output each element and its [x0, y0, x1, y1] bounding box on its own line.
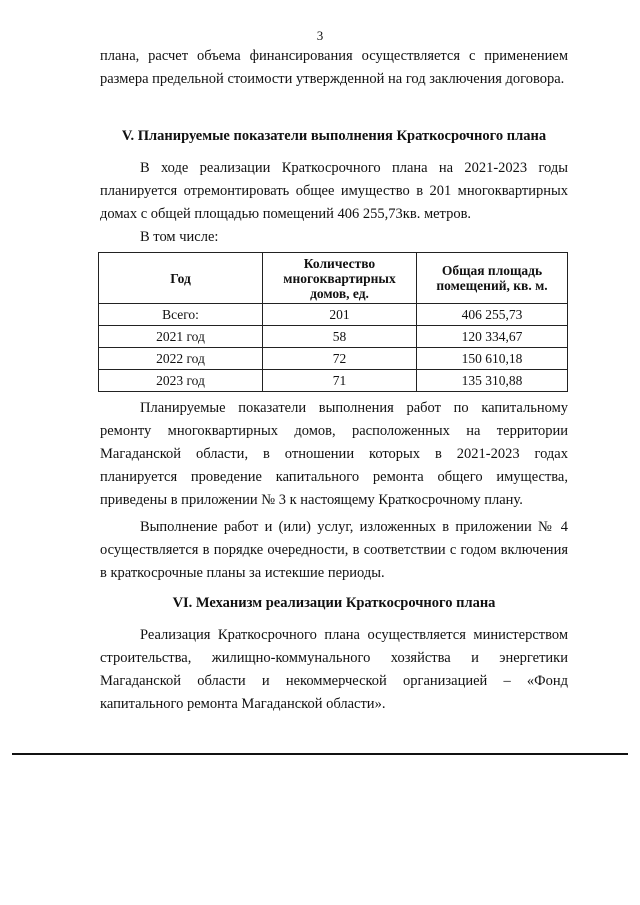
table-cell-count: 71	[263, 370, 417, 392]
section-5-heading: V. Планируемые показатели выполнения Краткосрочного плана	[121, 128, 547, 144]
table-header-year: Год	[99, 253, 263, 304]
table-header-area: Общая площадь помещений, кв. м.	[417, 253, 568, 304]
table-cell-area: 120 334,67	[417, 326, 568, 348]
section-5-paragraph-2: В том числе:	[140, 229, 219, 245]
footer-rule	[12, 753, 628, 755]
page-number: 3	[316, 28, 324, 43]
table-cell-year: 2021 год	[99, 326, 263, 348]
intro-paragraph: плана, расчет объема финансирования осуществляется с применением размера предельной стоимости утвержденной на год заключения договора.	[100, 48, 568, 87]
section-6-paragraph-1: Реализация Краткосрочного плана осуществляется министерством строительства, жилищно-коммунального хозяйства и энергетики Магаданской области и некоммерческой организацией – «Фонд капитального ремонта Магаданской области».	[100, 627, 568, 712]
table-header-count: Количество многоквартирных домов, ед.	[263, 253, 417, 304]
intro-paragraph-block	[100, 45, 568, 91]
table-cell-year: Всего:	[99, 304, 263, 326]
section-5-paragraph-4: Выполнение работ и (или) услуг, изложенных в приложении № 4 осуществляется в порядке очередности, в соответствии с годом включения в краткосрочные планы за истекшие периоды.	[100, 519, 568, 581]
table-header-row	[99, 253, 568, 304]
table-cell-area: 406 255,73	[417, 304, 568, 326]
section-5-paragraph-3: Планируемые показатели выполнения работ по капитальному ремонту многоквартирных домов, расположенных на территории Магаданской области, в отношении которых в 2021-2023 годах планируется проведение капитального ремонта общего имущества, приведены в приложении № 3 к настоящему Краткосрочному плану.	[100, 400, 568, 508]
section-5-intro-block	[100, 157, 568, 249]
table-cell-count: 72	[263, 348, 417, 370]
stats-table	[98, 252, 568, 392]
table-cell-count: 58	[263, 326, 417, 348]
table-cell-year: 2022 год	[99, 348, 263, 370]
table-cell-year: 2023 год	[99, 370, 263, 392]
section-6-block	[100, 624, 568, 716]
table-cell-area: 135 310,88	[417, 370, 568, 392]
table-cell-area: 150 610,18	[417, 348, 568, 370]
table-row	[99, 304, 568, 326]
table-row	[99, 326, 568, 348]
table-cell-count: 201	[263, 304, 417, 326]
section-6-heading: VI. Механизм реализации Краткосрочного плана	[172, 595, 496, 611]
section-5-details-block	[100, 397, 568, 585]
table-row	[99, 348, 568, 370]
table-row	[99, 370, 568, 392]
section-5-paragraph-1: В ходе реализации Краткосрочного плана на 2021-2023 годы планируется отремонтировать общее имущество в 201 многоквартирных домах с общей площадью помещений 406 255,73кв. метров.	[100, 160, 568, 222]
